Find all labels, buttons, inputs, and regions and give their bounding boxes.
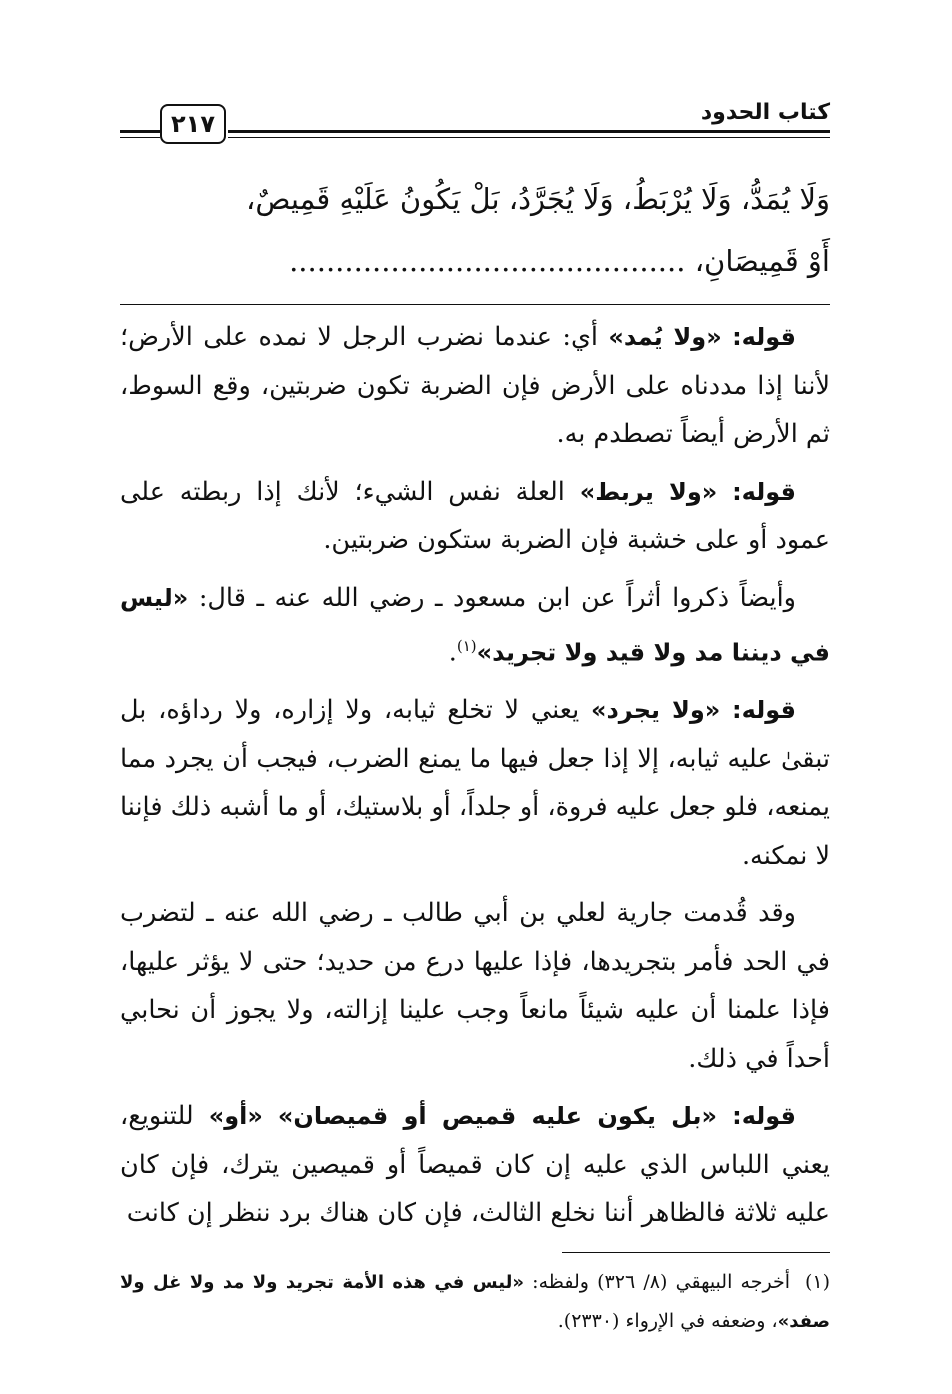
quote: «ليس في ديننا مد ولا قيد ولا تجريد»	[120, 583, 830, 667]
matn-line-text: أَوْ قَمِيصَانِ،	[694, 244, 830, 278]
footnote-ref[interactable]: (١)	[456, 637, 477, 655]
paragraph-text: للتنويع، يعني اللباس الذي عليه إن كان قميصاً أو قميصين يترك، فإن كان عليه ثلاثة فالظاهر أننا نخلع الثالث، فإن كان هناك برد ننظر إن كانت	[120, 1101, 830, 1228]
paragraph-text: العلة نفس الشيء؛ لأنك إذا ربطته على عمود أو على خشبة فإن الضربة ستكون ضربتين.	[120, 476, 830, 555]
keyword: قوله:	[732, 696, 796, 724]
paragraph	[120, 1092, 830, 1238]
footnote-number: (١)	[804, 1270, 830, 1293]
footnote-text: أخرجه البيهقي (٨/ ٣٢٦) ولفظه:	[523, 1270, 790, 1293]
paragraph	[120, 889, 830, 1083]
quote: «ولا يجرد»	[590, 696, 721, 724]
header-rule	[228, 137, 830, 138]
paragraph	[120, 574, 830, 678]
commentary	[120, 313, 830, 1238]
paragraph-text: يعني لا تخلع ثيابه، ولا إزاره، ولا رداؤه، بل تبقىٰ عليه ثيابه، إلا إذا جعل فيها ما يمنع الضرب، فيجب أن يجرد مما يمنعه، فلو جعل عليه فروة، أو جلداً، أو بلاستيك، أو ما أشبه ذلك فإننا لا نمكنه.	[120, 695, 830, 871]
footnote-text: ، وضعفه في الإرواء (٢٣٣٠).	[557, 1309, 778, 1332]
keyword: قوله:	[732, 477, 797, 506]
matn-dots: ...........................................	[289, 244, 686, 278]
matn-line: وَلَا يُمَدُّ، وَلَا يُرْبَطُ، وَلَا يُجَرَّدُ، بَلْ يَكُونُ عَلَيْهِ قَمِيصٌ،	[246, 182, 830, 216]
page-header	[120, 88, 830, 146]
matn-text	[120, 168, 830, 292]
running-title: كتاب الحدود	[700, 100, 830, 125]
footnote-rule	[562, 1252, 830, 1253]
quote: «بل يكون عليه قميص أو قميصان»	[277, 1102, 718, 1130]
paragraph	[120, 468, 830, 565]
quote: «ولا يُمد»	[608, 323, 722, 351]
paragraph	[120, 313, 830, 459]
page-number: ٢١٧	[160, 104, 226, 144]
quote: «أو»	[208, 1102, 263, 1130]
paragraph-text: أي: عندما نضرب الرجل لا نمده على الأرض؛ لأننا إذا مددناه على الأرض فإن الضربة تكون ضربتين، وقع السوط، ثم الأرض أيضاً تصطدم به.	[120, 322, 830, 449]
header-rule	[228, 130, 830, 133]
keyword: قوله:	[732, 1102, 797, 1130]
quote: «ولا يربط»	[579, 477, 718, 506]
header-rule	[120, 137, 160, 138]
header-rule	[120, 130, 160, 133]
matn-line	[120, 230, 830, 292]
footnote	[120, 1263, 830, 1341]
footnote-quote: «ليس في هذه الأمة تجريد ولا مد ولا غل ولا صفد»	[120, 1271, 830, 1332]
paragraph-end: .	[448, 637, 457, 668]
paragraph-text: وقد قُدمت جارية لعلي بن أبي طالب ـ رضي الله عنه ـ لتضرب في الحد فأمر بتجريدها، فإذا عليها درع من حديد؛ حتى لا يؤثر عليها، فإذا علمنا أن عليه شيئاً مانعاً وجب علينا إزالته، ولا يجوز أن نحابي أحداً في ذلك.	[120, 898, 830, 1074]
paragraph	[120, 686, 830, 880]
book-page	[120, 88, 830, 1341]
matn-separator	[120, 304, 830, 305]
keyword: قوله:	[732, 323, 796, 351]
paragraph-text: وأيضاً ذكروا أثراً عن ابن مسعود ـ رضي الله عنه ـ قال:	[188, 582, 796, 613]
